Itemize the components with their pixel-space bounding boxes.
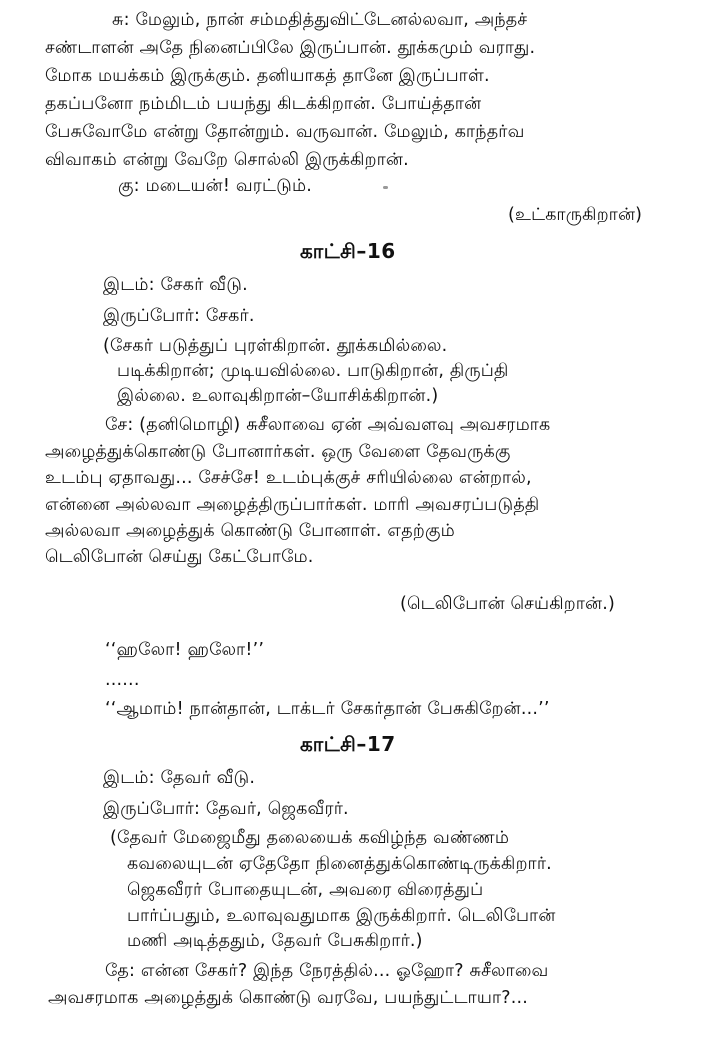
stage-direction-line: கவலையுடன் ஏதேதோ நினைத்துக்கொண்டிருக்கிறார். [127, 854, 552, 874]
scene-characters: இருப்போர்: தேவர், ஜெகவீரர். [103, 799, 349, 819]
stage-direction-line: இல்லை. உலாவுகிறான்–யோசிக்கிறான்.) [117, 386, 439, 406]
text-line: விவாகம் என்று வேறே சொல்லி இருக்கிறான். [45, 150, 409, 170]
stage-direction-line: பார்ப்பதும், உலாவுவதுமாக இருக்கிறார். டெலிபோன் [127, 906, 556, 926]
speech-line: சே: (தனிமொழி) சுசீலாவை ஏன் அவ்வளவு அவசரமாக [105, 415, 551, 435]
text-line: சு: மேலும், நான் சம்மதித்துவிட்டேனல்லவா, அந்தச் [112, 10, 528, 30]
stage-direction-line: (தேவர் மேஜைமீது தலையைக் கவிழ்ந்த வண்ணம் [110, 828, 510, 848]
speech-line: டெலிபோன் செய்து கேட்போமே. [45, 547, 314, 567]
dialogue-line: கு: மடையன்! வரட்டும். [118, 176, 313, 196]
scene-characters: இருப்போர்: சேகர். [103, 306, 255, 326]
text-line: தகப்பனோ நம்மிடம் பயந்து கிடக்கிறான். போய்த்தான் [45, 94, 482, 114]
speech-line: என்னை அல்லவா அழைத்திருப்பார்கள். மாரி அவசரப்படுத்தி [45, 495, 540, 515]
stage-direction-line: படிக்கிறான்; முடியவில்லை. பாடுகிறான், திருப்தி [117, 361, 509, 381]
text-line: சண்டாளன் அதே நினைப்பிலே இருப்பான். தூக்கமும் வராது. [45, 38, 536, 58]
speech-line: தே: என்ன சேகர்? இந்த நேரத்தில்... ஓஹோ? சுசீலாவை [105, 961, 549, 981]
scene-place: இடம்: தேவர் வீடு. [103, 768, 256, 788]
stage-direction-line: ஜெகவீரர் போதையுடன், அவரை விரைத்துப் [127, 880, 484, 900]
ellipsis-line: ...... [105, 670, 140, 690]
scene-heading: காட்சி–16 [300, 239, 396, 263]
scene-heading: காட்சி–17 [300, 732, 396, 756]
speech-line: அவசரமாக அழைத்துக் கொண்டு வரவே, பயந்துட்டாயா?... [48, 988, 528, 1008]
speech-line: அல்லவா அழைத்துக் கொண்டு போனாள். எதற்கும் [45, 521, 455, 541]
dialogue-line: ‘‘ஹலோ! ஹலோ!’’ [105, 640, 265, 660]
scene-place: இடம்: சேகர் வீடு. [103, 275, 248, 295]
dialogue-line: ‘‘ஆமாம்! நான்தான், டாக்டர் சேகர்தான் பேசுகிறேன்...’’ [105, 699, 550, 719]
text-line: பேசுவோமே என்று தோன்றும். வருவான். மேலும், காந்தர்வ [45, 122, 525, 142]
ink-mark [383, 186, 388, 189]
stage-direction: (டெலிபோன் செய்கிறான்.) [400, 594, 615, 614]
speech-line: உடம்பு ஏதாவது... சேச்சே! உடம்புக்குச் சரியில்லை என்றால், [45, 468, 532, 488]
speech-line: அழைத்துக்கொண்டு போனார்கள். ஒரு வேளை தேவருக்கு [45, 442, 511, 462]
stage-direction-line: மணி அடித்ததும், தேவர் பேசுகிறார்.) [127, 931, 423, 951]
stage-direction: (உட்காருகிறான்) [508, 205, 643, 225]
text-line: மோக மயக்கம் இருக்கும். தனியாகத் தானே இருப்பாள். [45, 66, 490, 86]
stage-direction-line: (சேகர் படுத்துப் புரள்கிறான். தூக்கமில்லை. [103, 336, 448, 356]
